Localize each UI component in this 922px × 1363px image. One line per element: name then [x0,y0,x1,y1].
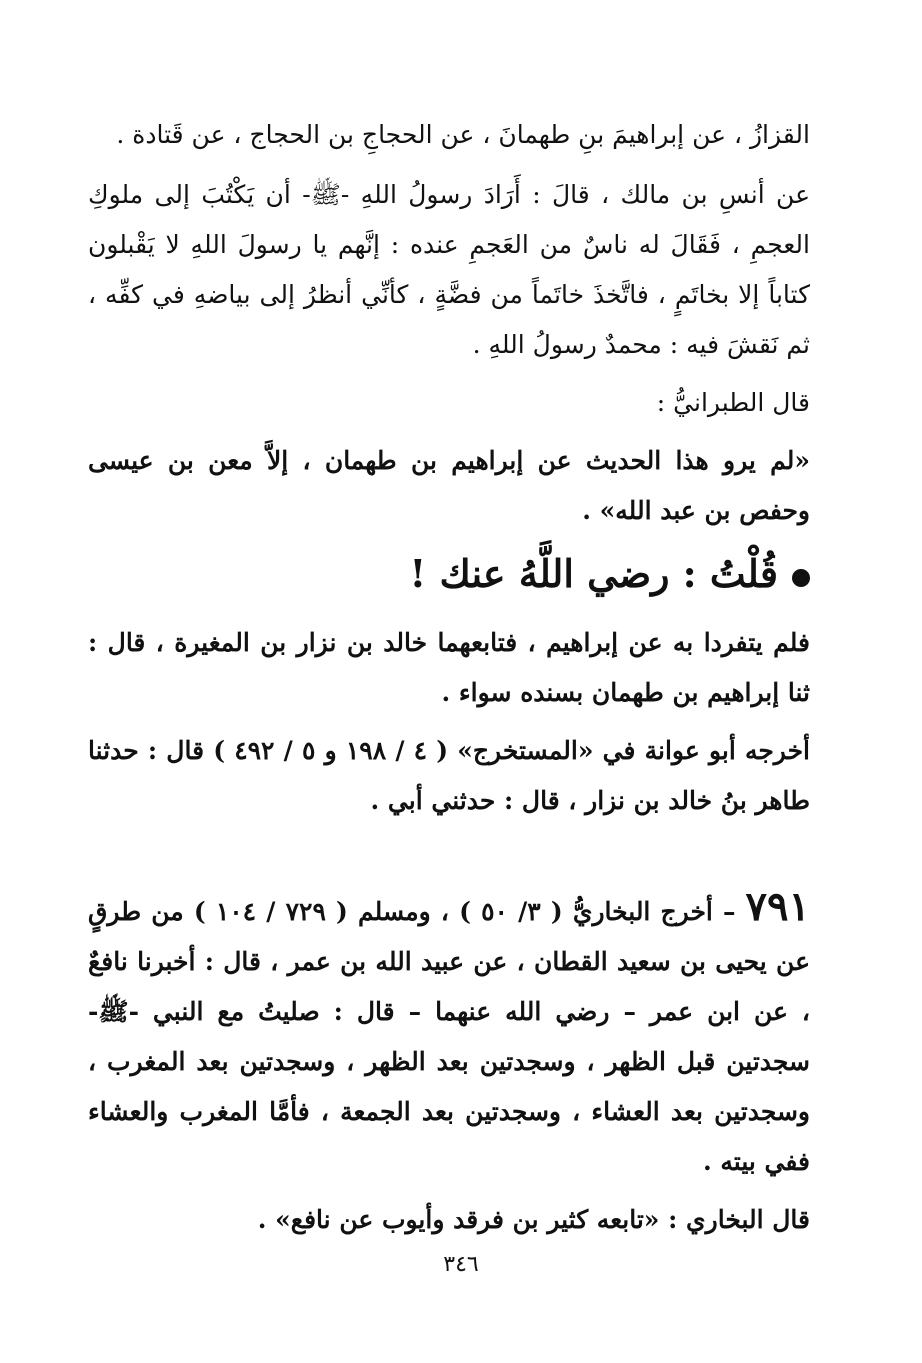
paragraph-hadith-791 [88,882,810,1187]
paragraph-tabarani-quote: «لم يرو هذا الحديث عن إبراهيم بن طهمان ، إلاَّ معن بن عيسى وحفص بن عبد الله» . [88,446,810,525]
heading-text: قُلْتُ : رضي اللَّهُ عنك ! [409,551,778,596]
hadith-number: ٧٩١ [745,883,810,930]
bullet-icon [792,569,810,587]
paragraph-tabarani-intro: قال الطبرانيُّ : [656,388,810,417]
paragraph-abu-awana: أخرجه أبو عوانة في «المستخرج» ( ٤ / ١٩٨ و ٥ / ٤٩٢ ) قال : حدثنا طاهر بنُ خالد بن نزار ، قال : حدثني أبي . [88,736,810,815]
page-body [88,110,810,1253]
paragraph-bukhari-closing: قال البخاري : «تابعه كثير بن فرقد وأيوب عن نافع» . [257,1205,810,1234]
paragraph-follow-up: فلم يتفردا به عن إبراهيم ، فتابعهما خالد بن نزار بن المغيرة ، قال : ثنا إبراهيم بن طهمان بسنده سواء . [88,628,810,707]
spacer [88,834,810,882]
page-number: ٣٤٦ [443,1252,479,1277]
hadith-text: – أخرج البخاريُّ ( ٣/ ٥٠ ) ، ومسلم ( ٧٢٩ / ١٠٤ ) من طرقٍ عن يحيى بن سعيد القطان ، عن عبيد الله بن عمر ، قال : أخبرنا نافعٌ ، عن ابن عمر – رضي الله عنهما – قال : صليتُ مع النبي -ﷺ- سجدتين قبل الظهر ، وسجدتين بعد الظهر ، وسجدتين بعد المغرب ، وسجدتين بعد العشاء ، وسجدتين بعد الجمعة ، فأمَّا المغرب والعشاء ففي بيته . [88,897,810,1176]
paragraph-hadith-anas: عن أنسِ بن مالك ، قالَ : أَرَادَ رسولُ اللهِ -ﷺ- أن يَكْتُبَ إلى ملوكِ العجمِ ، فَقَالَ له ناسٌ من العَجمِ عنده : إنَّهم يا رسولَ اللهِ لا يَقْبلون كتاباً إلا بخاتَمٍ ، فاتَّخذَ خاتَماً من فضَّةٍ ، كأنِّي أنظرُ إلى بياضهِ في كفِّه ، ثم نَقشَ فيه : محمدٌ رسولُ اللهِ . [88,180,810,359]
paragraph-chain-of-narration: القزازُ ، عن إبراهيمَ بنِ طهمانَ ، عن الحجاجِ بن الحجاج ، عن قَتادة . [116,120,810,149]
section-heading [88,544,810,604]
